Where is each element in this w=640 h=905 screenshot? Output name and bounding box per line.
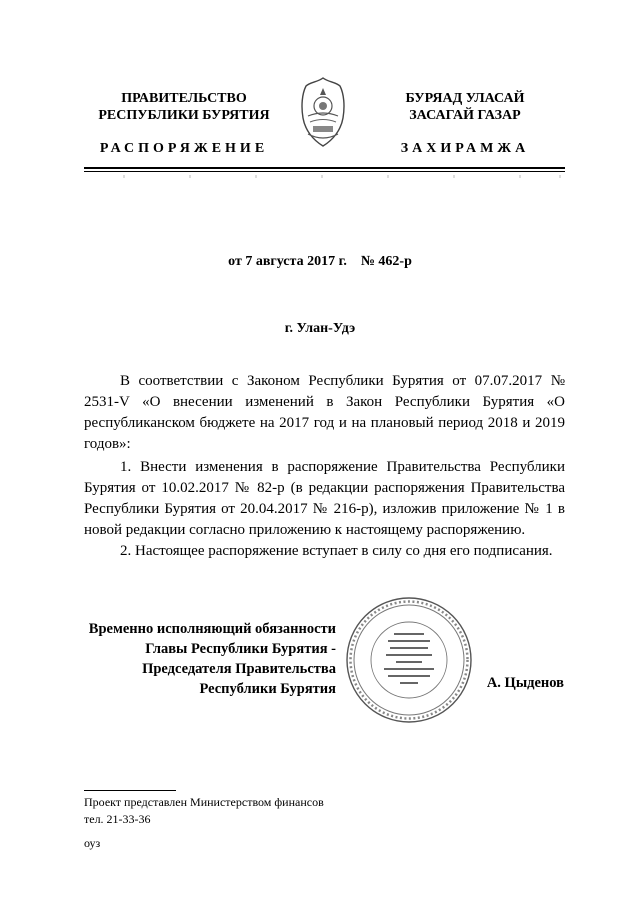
signatory-title-line1: Временно исполняющий обязанности (88, 621, 336, 637)
footer-line1: Проект представлен Министерством финансов (84, 795, 324, 809)
coat-of-arms-emblem (296, 76, 350, 148)
preamble-paragraph: В соответствии с Законом Республики Бурятия от 07.07.2017 № 2531-V «О внесении изменений в Закон Республики Бурятия «О республиканском бюджете на 2017 год и на плановый период 2018 и 2019 годов»: (84, 373, 565, 452)
government-name-bur-line1: БУРЯАД УЛАСАЙ (405, 91, 525, 106)
government-name-bur-line2: ЗАСАГАЙ ГАЗАР (409, 108, 521, 123)
header-divider-thin (84, 171, 565, 172)
signatory-title-line2: Главы Республики Бурятия - (145, 641, 336, 657)
signatory-title-line3: Председателя Правительства (142, 661, 336, 677)
header-divider-ticks (84, 175, 565, 179)
footer-note (84, 794, 324, 852)
footer-line2: тел. 21-33-36 (84, 812, 151, 826)
header-left-block (84, 90, 284, 157)
doc-type-ru: РАСПОРЯЖЕНИЕ (99, 141, 269, 156)
clause-2-paragraph: 2. Настоящее распоряжение вступает в силу со дня его подписания. (120, 543, 553, 559)
footer-divider (84, 790, 176, 791)
clause-1-paragraph: 1. Внести изменения в распоряжение Правительства Республики Бурятия от 10.02.2017 № 82-р (в редакции распоряжения Правительства Республики Бурятия от 20.04.2017 № 216-р), изложив приложение № 1 в новой редакции согласно приложению к настоящему распоряжению. (84, 459, 565, 538)
footer-line3: оуз (84, 836, 101, 850)
doc-type-bur: ЗАХИРАМЖА (400, 141, 530, 156)
official-seal-stamp (344, 595, 474, 725)
government-name-line2: РЕСПУБЛИКИ БУРЯТИЯ (98, 108, 270, 123)
government-name-line1: ПРАВИТЕЛЬСТВО (121, 91, 247, 106)
signatory-title-line4: Республики Бурятия (199, 681, 336, 697)
document-city: г. Улан-Удэ (284, 321, 356, 336)
document-date-number: от 7 августа 2017 г. № 462-р (228, 254, 412, 269)
header-divider-thick (84, 167, 565, 169)
signatory-title (70, 619, 336, 699)
signatory-name: А. Цыденов (486, 675, 564, 691)
header-right-block (370, 90, 560, 157)
